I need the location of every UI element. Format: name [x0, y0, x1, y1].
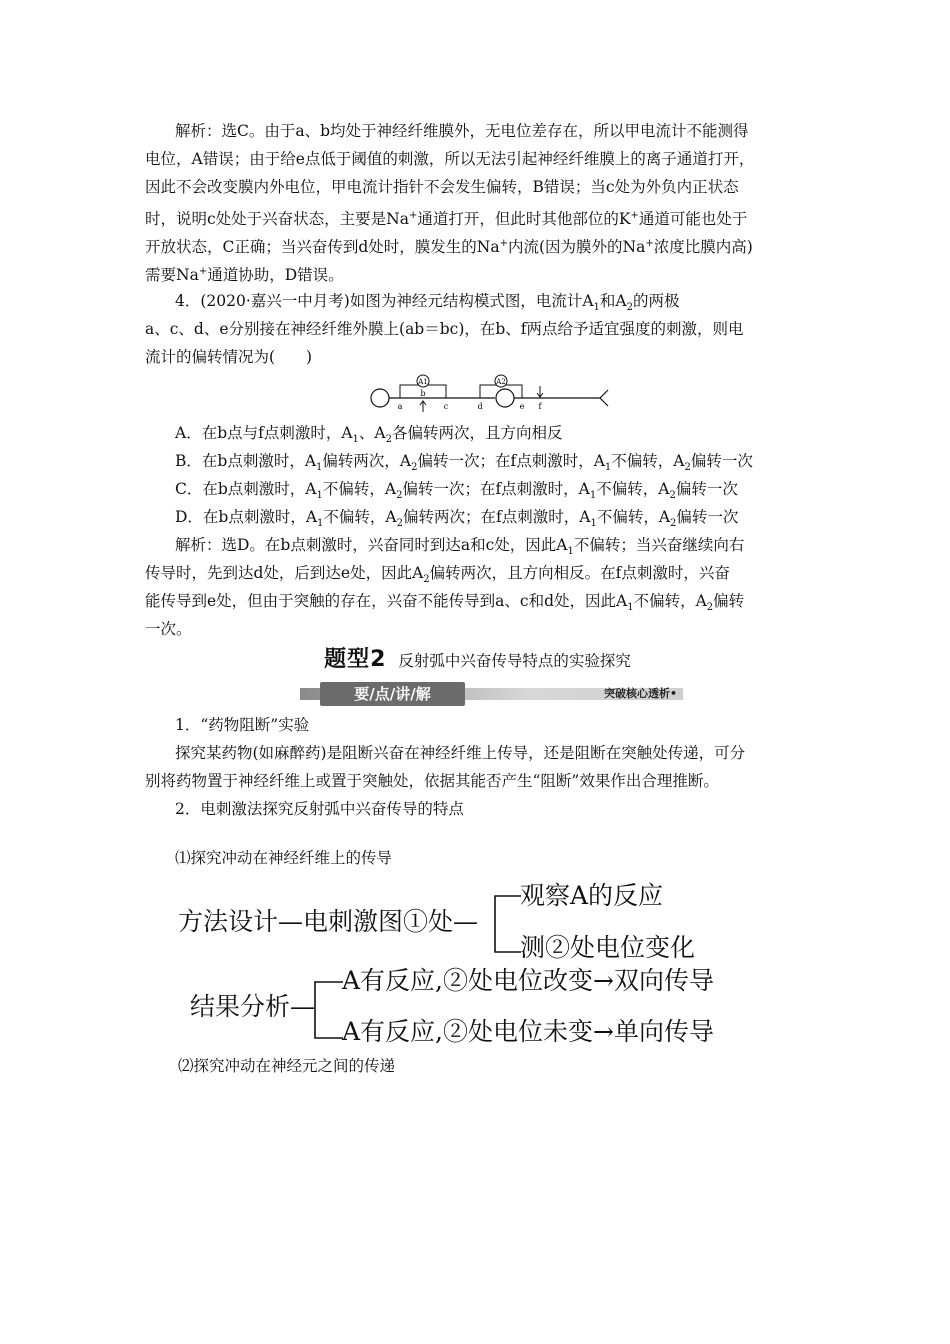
subscript: 1 [316, 490, 323, 502]
text: 通道打开，但此时其他部位的K [417, 210, 631, 229]
subscript: 1 [567, 546, 574, 558]
bracket-2 [313, 979, 345, 1041]
text: 浓度比膜内高) [653, 238, 753, 257]
subscript: 2 [396, 490, 403, 502]
text: 4．(2020·嘉兴一中月考)如图为神经元结构模式图，电流计A [175, 292, 594, 310]
text: 不偏转，A [611, 452, 685, 470]
text: 不偏转，A [633, 592, 707, 610]
text: 偏转两次，A [322, 452, 412, 470]
subscript: 1 [604, 462, 612, 474]
point-label: b [420, 389, 426, 398]
subscript: 1 [593, 302, 600, 314]
text: 需要Na [145, 266, 199, 285]
cell-body-circle [496, 389, 514, 407]
text: 时，说明c处处于兴奋状态，主要是Na [145, 210, 409, 229]
question-line: 流计的偏转情况为( ) [145, 348, 313, 366]
subscript: 2 [670, 518, 677, 530]
text: B．在b点刺激时，A [175, 452, 317, 470]
analysis-line [145, 202, 810, 234]
superscript: + [409, 210, 418, 221]
subscript: 2 [385, 434, 392, 446]
text: 偏转一次 [675, 480, 738, 498]
cell-body-circle [371, 389, 389, 407]
sub-heading: ⑵探究冲动在神经元之间的传递 [178, 1057, 396, 1075]
point-heading: 2．电刺激法探究反射弧中兴奋传导的特点 [175, 800, 464, 818]
section-banner [300, 682, 683, 706]
subscript: 2 [626, 302, 633, 314]
section-heading [145, 642, 810, 672]
analysis-line: 电位，A错误；由于给e点低于阈值的刺激，所以无法引起神经纤维膜上的离子通道打开， [145, 150, 755, 168]
subscript: 1 [352, 434, 359, 446]
text: 偏转一次 [690, 452, 753, 470]
text: C．在b点刺激时，A [175, 480, 317, 498]
bracket-1 [493, 893, 523, 955]
point-text: 别将药物置于神经纤维上或置于突触处，依据其能否产生“阻断”效果作出合理推断。 [145, 772, 719, 790]
text: 偏转两次，且方向相反。在f点刺激时，兴奋 [429, 564, 730, 582]
neuron-figure [368, 372, 618, 412]
analysis-line [145, 230, 810, 262]
text: D．在b点刺激时，A [175, 508, 318, 526]
text: A．在b点与f点刺激时，A [175, 424, 353, 442]
point-label: a [397, 402, 403, 411]
subscript: 2 [669, 490, 676, 502]
diagram-method: 方法设计—电刺激图①处— [178, 907, 479, 936]
text: 不偏转；当兴奋继续向右 [573, 536, 745, 554]
point-label: f [538, 402, 542, 411]
superscript: + [630, 210, 639, 221]
text: 传导时，先到达d处，后到达e处，因此A [145, 564, 424, 582]
text: 偏转一次 [676, 508, 739, 526]
diagram-result-1: A有反应,②处电位改变→双向传导 [342, 966, 714, 995]
superscript: + [499, 238, 508, 249]
text: 偏转两次；在f点刺激时，A [403, 508, 591, 526]
subscript: 1 [316, 462, 323, 474]
analysis-line: 解析：选C。由于a、b均处于神经纤维膜外，无电位差存在，所以甲电流计不能测得 [175, 122, 749, 140]
text: 的两极 [632, 292, 680, 310]
text: 不偏转，A [322, 480, 397, 498]
point-label: c [443, 402, 449, 411]
point-text: 探究某药物(如麻醉药)是阻断兴奋在神经纤维上传导，还是阻断在突触处传递，可分 [175, 744, 746, 762]
text: 突破核心透析 [603, 687, 670, 700]
text: 通道可能也处于 [638, 210, 748, 229]
meter-label: A1 [418, 378, 428, 386]
subscript: 1 [317, 518, 324, 530]
analysis-line: 因此不会改变膜内外电位，甲电流计指针不会发生偏转，B错误；当c处为外负内正状态 [145, 178, 739, 196]
text: 不偏转，A [596, 508, 671, 526]
text: 偏转一次；在f点刺激时，A [402, 480, 590, 498]
text: 解析：选D。在b点刺激时，兴奋同时到达a和c处，因此A [175, 536, 568, 554]
subscript: 2 [684, 462, 691, 474]
diagram-observe: 观察A的反应 [520, 881, 664, 910]
diagram-result: 结果分析— [190, 992, 316, 1021]
subscript: 2 [396, 518, 403, 530]
sub-heading: ⑴探究冲动在神经纤维上的传导 [175, 849, 393, 867]
superscript: + [645, 238, 654, 249]
axon-terminal [600, 390, 608, 406]
text: 、A [358, 424, 386, 442]
subscript: 2 [411, 462, 418, 474]
subscript: 2 [706, 602, 714, 614]
section-title: 反射弧中兴奋传导特点的实验探究 [398, 652, 631, 670]
diagram-result-2: A有反应,②处电位未变→单向传导 [342, 1017, 714, 1046]
text: 能传导到e处，但由于突触的存在，兴奋不能传导到a、c和d处，因此A [145, 592, 628, 610]
analysis-line: 一次。 [145, 620, 192, 638]
text: 偏转一次；在f点刺激时，A [417, 452, 605, 470]
banner-right-text [604, 684, 677, 704]
superscript: + [198, 266, 208, 277]
subscript: 1 [590, 518, 597, 530]
point-label: d [477, 402, 483, 411]
question-line: a、c、d、e分别接在神经纤维外膜上(ab＝bc)，在b、f两点给予适宜强度的刺激，则电 [145, 320, 744, 338]
text: 各偏转两次，且方向相反 [392, 424, 563, 442]
text: 内流(因为膜外的Na [507, 238, 646, 257]
text: 通道协助，D错误。 [207, 266, 344, 285]
text: 偏转 [713, 592, 745, 610]
point-label: e [519, 402, 525, 411]
subscript: 1 [589, 490, 597, 502]
meter-label: A2 [496, 378, 506, 386]
text: 不偏转，A [596, 480, 670, 498]
diagram-measure: 测②处电位变化 [520, 933, 696, 962]
text: 不偏转，A [323, 508, 397, 526]
section-type: 题型2 [324, 647, 387, 672]
subscript: 1 [627, 602, 634, 614]
text: 和A [599, 292, 627, 310]
point-heading: 1．“药物阻断”实验 [175, 716, 310, 734]
analysis-line [145, 258, 810, 290]
text: 开放状态，C正确；当兴奋传到d处时，膜发生的Na [145, 238, 500, 257]
banner-tag: 要/点/讲/解 [320, 682, 465, 706]
subscript: 2 [423, 574, 430, 586]
bullet-icon: • [669, 687, 677, 700]
